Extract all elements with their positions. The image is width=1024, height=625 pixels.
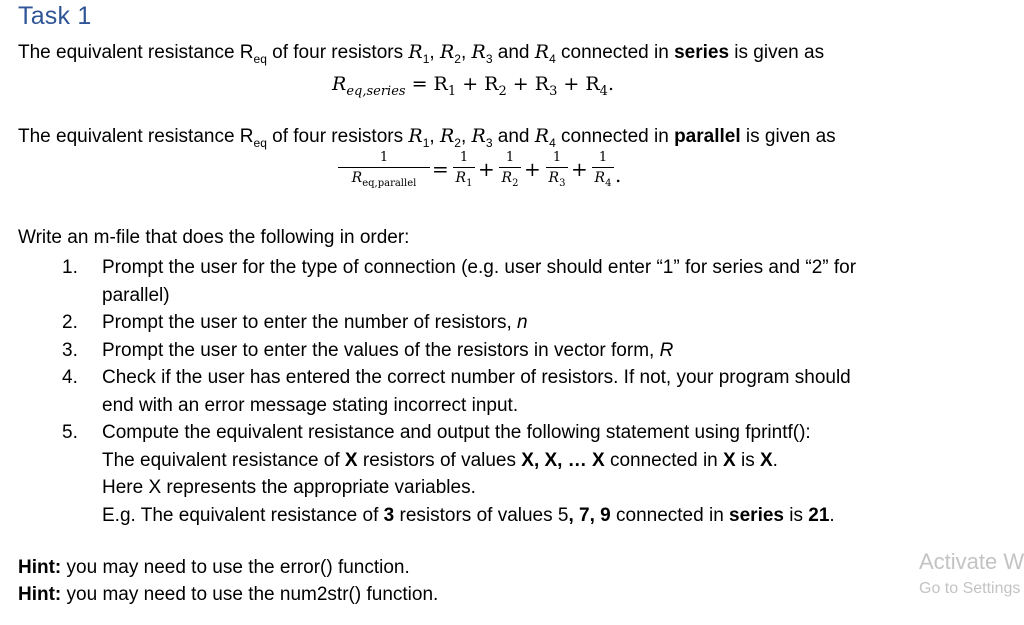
- list-item: 1. Prompt the user for the type of connection (e.g. user should enter “1” for series and “2” for parallel): [62, 257, 857, 306]
- list-item: 3. Prompt the user to enter the values of the resistors in vector form, R: [62, 339, 674, 361]
- settings-watermark-link[interactable]: Go to Settings: [919, 580, 1021, 597]
- list-item: 2. Prompt the user to enter the number of resistors, n: [62, 312, 528, 333]
- fraction-r3: 1 $R_3$: [546, 149, 568, 194]
- activate-windows-watermark: Activate W: [919, 549, 1024, 574]
- instructions-intro: Write an m-file that does the following in order:: [18, 227, 410, 248]
- list-item: 4. Check if the user has entered the correct number of resistors. If not, your program should end with an error message stating incorrect input.: [62, 367, 851, 416]
- list-item: 5. Compute the equivalent resistance and output the following statement using fprintf(): The equivalent resistance of X resistors of values X, X, … X connected in X is X. Here X represents the appropriate variables. E.g. The equivalent resistance of 3 resistors of values 5, 7, 9 connected in series is 21.: [62, 422, 835, 526]
- fraction-r1: 1 $R_1$: [453, 149, 475, 194]
- fraction-r2: 1 $R_2$: [499, 149, 521, 194]
- lhs-fraction: 1 $R_{eq,parallel}$: [338, 149, 430, 194]
- hint-error: Hint: you may need to use the error() function.: [18, 557, 410, 578]
- series-description: The equivalent resistance $R_{eq}$ of four resistors $R_1$, $R_2$, $R_3$ and $R_4$ connected in series is given as: [18, 41, 825, 66]
- hint-num2str: Hint: you may need to use the num2str() function.: [18, 584, 439, 605]
- steps-list: [62, 254, 856, 529]
- parallel-description: The equivalent resistance $R_{eq}$ of four resistors $R_1$, $R_2$, $R_3$ and $R_4$ connected in parallel is given as: [18, 125, 836, 150]
- series-equation: $R_{eq,series} = R_1 + R_2 + R_3 + R_4$.: [332, 73, 614, 99]
- task-heading: Task 1: [18, 2, 92, 30]
- fraction-r4: 1 $R_4$: [592, 149, 614, 194]
- document-page: Task 1 The equivalent resistance $R_{eq}$ of four resistors $R_1$, $R_2$, $R_3$ and $R_4$ connected in series is given as $R_{eq,series} = R_1 + R_2 + R_3 + R_4$. The equivalent resistance $R_{eq}$ of four resistors $R_1$, $R_2$, $R_3$ and $R_4$ connected in parallel is given as 1 $R_{eq,parallel}$ = 1 $R_1$ + 1 $R_2$ + 1 $R_3$ + 1 $R_4$ . Write an m-file that does the following in order: 1. Prompt the user for the type of connection (e.g. user should enter “1” for series and “2” for parallel) 2. Prompt the user to enter the number of resistors, n 3. Prompt the user to enter the values of the resistors in vector form, R 4. Check if the user has entered the correct number of resistors. If not, your program should end with an error message stating incorrect input. 5. Compute the equivalent resistance and output the following statement using fprintf(): The equivalent resistance of X resistors of values X, X, … X connected in X is X. Here X represents the appropriate variables. E.g. The equivalent resistance of 3 resistors of values 5, 7, 9 connected in series is 21. Hint: you may need to use the error() function. Hint: you may need to use the num2str() function. Activate W Go to Settings: [18, 2, 1024, 605]
